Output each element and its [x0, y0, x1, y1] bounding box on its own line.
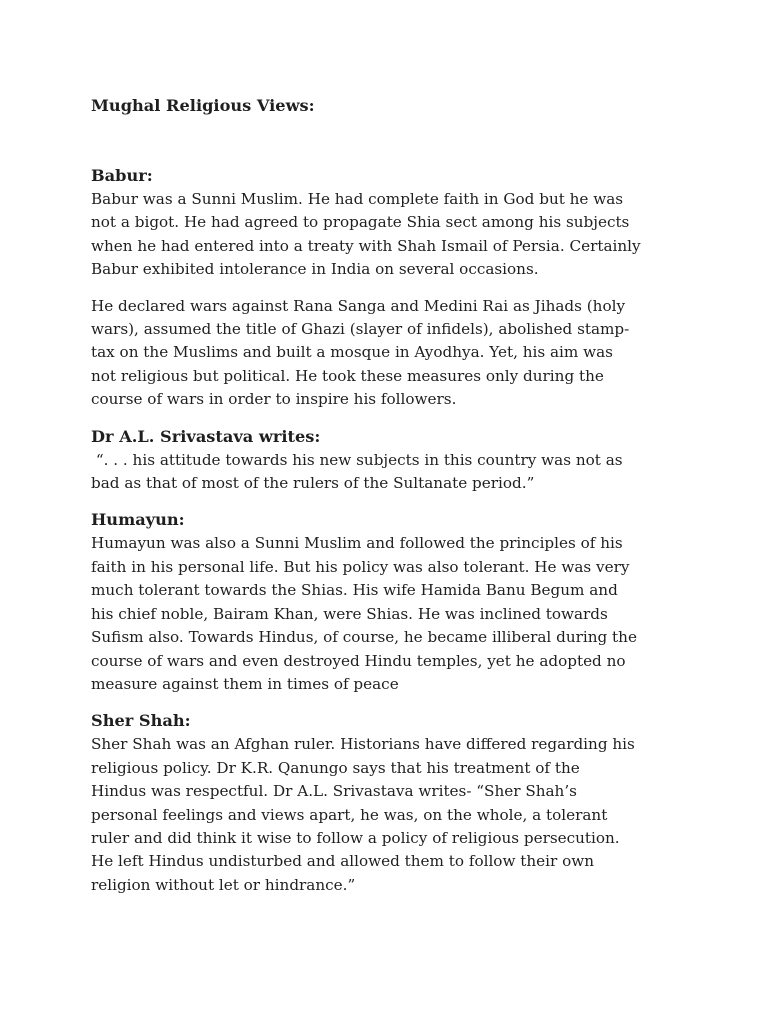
section-heading-srivastava: Dr A.L. Srivastava writes:	[91, 426, 321, 446]
text-line: religious policy. Dr K.R. Qanungo says that his treatment of the	[91, 758, 580, 777]
text-line: Babur exhibited intolerance in India on several occasions.	[91, 260, 539, 279]
section-humayun	[91, 508, 691, 696]
text-line: personal feelings and views apart, he was, on the whole, a tolerant	[91, 805, 608, 824]
text-line: Sufism also. Towards Hindus, of course, he became illiberal during the	[91, 628, 637, 647]
section-heading-babur: Babur:	[91, 166, 153, 185]
babur-paragraph-1	[91, 188, 691, 282]
text-line: faith in his personal life. But his policy was also tolerant. He was very	[91, 557, 630, 576]
text-line: course of wars and even destroyed Hindu temples, yet he adopted no	[91, 651, 626, 670]
section-sher-shah	[91, 709, 691, 897]
section-heading-sher-shah: Sher Shah:	[91, 711, 191, 731]
text-line: wars), assumed the title of Ghazi (slayer of infidels), abolished stamp-	[91, 320, 630, 339]
section-babur	[91, 164, 691, 412]
text-line: Sher Shah was an Afghan ruler. Historians have differed regarding his	[91, 735, 635, 754]
text-line: bad as that of most of the rulers of the Sultanate period.”	[91, 474, 535, 493]
text-line: not religious but political. He took these measures only during the	[91, 366, 604, 385]
text-line: tax on the Muslims and built a mosque in Ayodhya. Yet, his aim was	[91, 343, 613, 362]
text-line: course of wars in order to inspire his followers.	[91, 390, 457, 409]
text-line: measure against them in times of peace	[91, 674, 399, 693]
text-line: ruler and did think it wise to follow a policy of religious persecution.	[91, 828, 620, 847]
text-line: much tolerant towards the Shias. His wife Hamida Banu Begum and	[91, 581, 618, 600]
section-heading-humayun: Humayun:	[91, 510, 185, 530]
text-line: when he had entered into a treaty with Shah Ismail of Persia. Certainly	[91, 236, 641, 255]
section-srivastava-quote	[91, 425, 691, 496]
text-line: “. . . his attitude towards his new subjects in this country was not as	[91, 450, 623, 469]
text-line: He declared wars against Rana Sanga and Medini Rai as Jihads (holy	[91, 296, 626, 315]
text-line: not a bigot. He had agreed to propagate Shia sect among his subjects	[91, 213, 630, 232]
babur-paragraph-2	[91, 295, 691, 412]
text-line: He left Hindus undisturbed and allowed them to follow their own	[91, 852, 595, 871]
text-line: Humayun was also a Sunni Muslim and followed the principles of his	[91, 534, 623, 553]
text-line: Hindus was respectful. Dr A.L. Srivastava writes- “Sher Shah’s	[91, 782, 577, 801]
document-page	[91, 94, 691, 897]
humayun-paragraph	[91, 532, 691, 696]
sher-shah-paragraph	[91, 733, 691, 897]
text-line: Babur was a Sunni Muslim. He had complete faith in God but he was	[91, 190, 624, 208]
document-title: Mughal Religious Views:	[91, 96, 315, 115]
text-line: religion without let or hindrance.”	[91, 875, 356, 894]
text-line: his chief noble, Bairam Khan, were Shias. He was inclined towards	[91, 604, 608, 623]
quote-paragraph	[91, 449, 691, 496]
